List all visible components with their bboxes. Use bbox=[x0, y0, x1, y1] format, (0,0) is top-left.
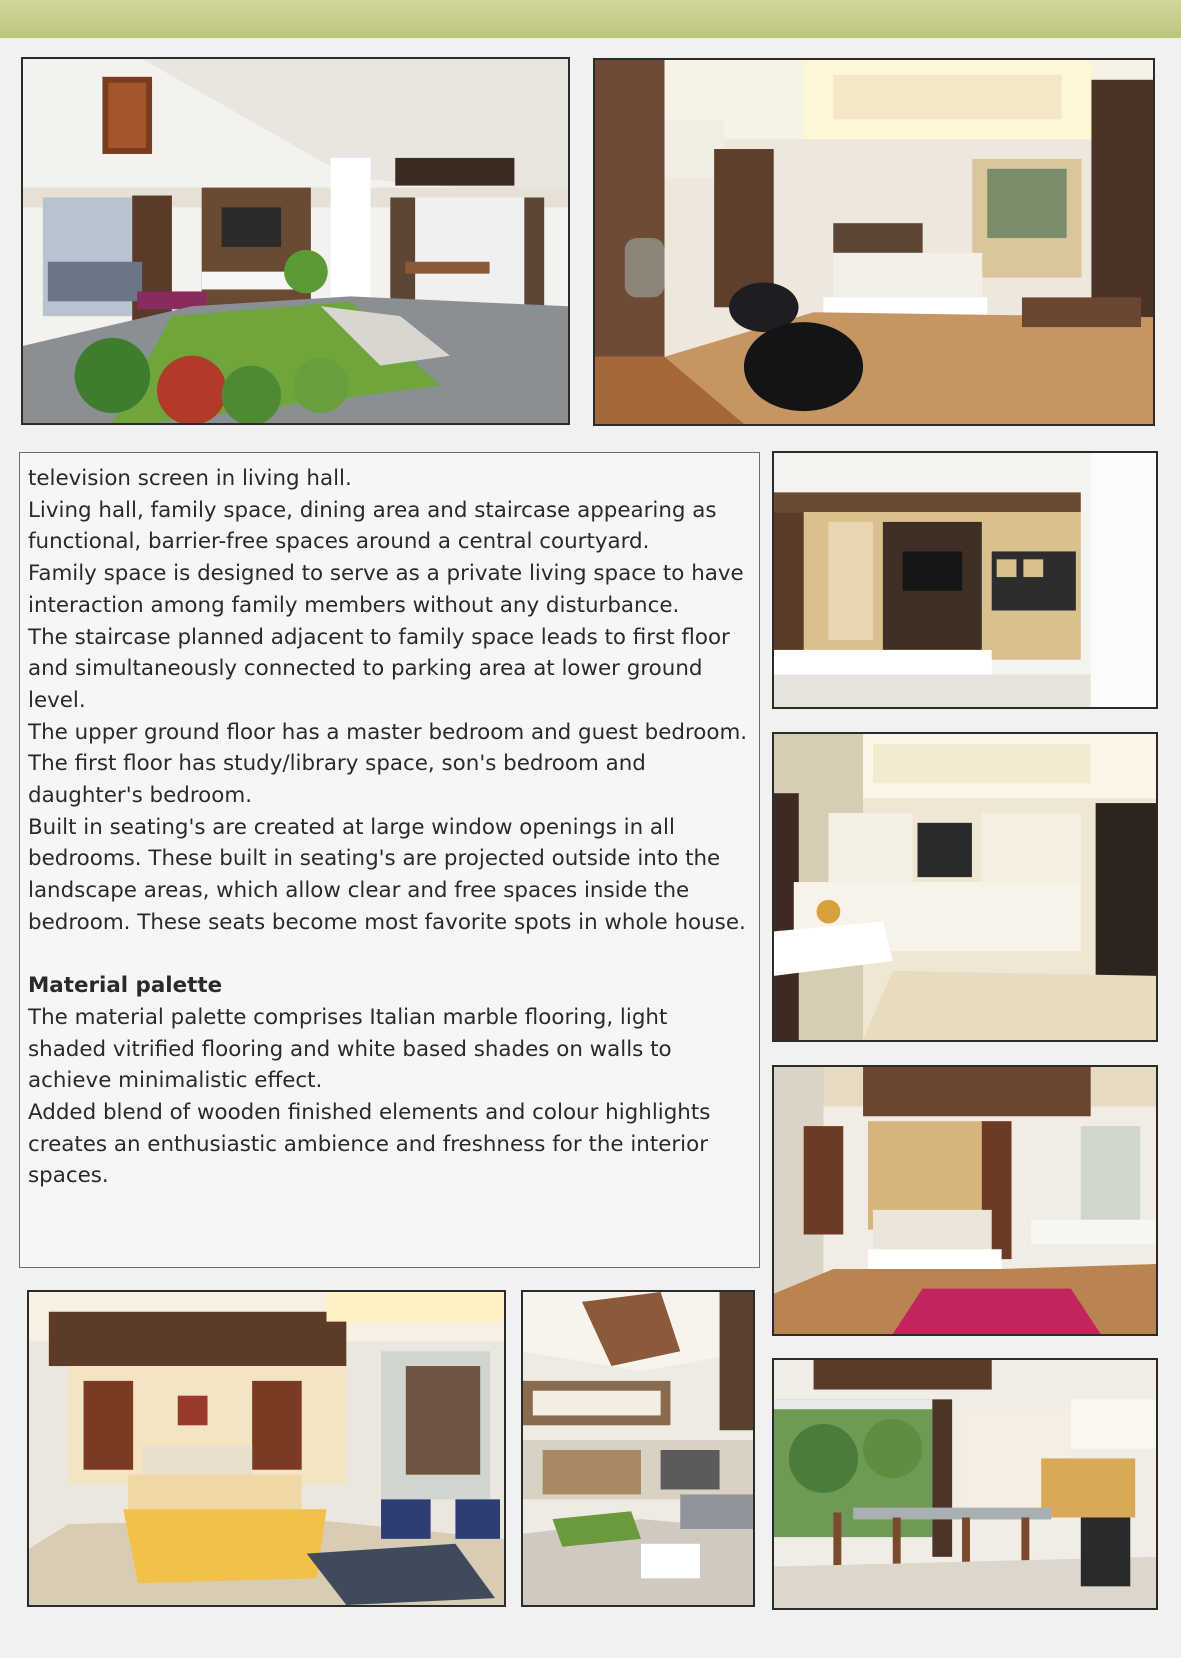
article-text-box bbox=[19, 452, 760, 1268]
courtyard-living-photo bbox=[21, 57, 570, 425]
section-paragraph: The material palette comprises Italian marble flooring, light shaded vitrified flooring and white based shades on walls to achieve minimalistic effect. bbox=[28, 1004, 672, 1094]
double-height-lounge-photo bbox=[521, 1290, 755, 1607]
dining-area-photo bbox=[772, 1358, 1158, 1610]
article-paragraph: Family space is designed to serve as a private living space to have interaction among family members without any disturbance. bbox=[28, 561, 744, 618]
section-heading: Material palette bbox=[28, 973, 223, 999]
article-paragraph: Built in seating's are created at large window openings in all bedrooms. These built in seating's are projected outside into the landscape areas, which allow clear and free spaces inside the bedroom. These seats become most favorite spots in whole house. bbox=[28, 814, 746, 935]
header-band bbox=[0, 0, 1181, 38]
article-paragraph: The upper ground floor has a master bedroom and guest bedroom. The first floor has study/library space, son's bedroom and daughter's bedroom. bbox=[28, 719, 748, 809]
bedroom-lounge-photo bbox=[593, 58, 1155, 426]
family-space-tv-photo bbox=[772, 451, 1158, 709]
article-paragraph: The staircase planned adjacent to family space leads to first floor and simultaneously connected to parking area at lower ground level. bbox=[28, 624, 730, 713]
master-bedroom-photo bbox=[772, 1065, 1158, 1336]
article-paragraph: television screen in living hall. bbox=[28, 466, 352, 491]
article-paragraph: Living hall, family space, dining area and staircase appearing as functional, barrier-free spaces around a central courtyard. bbox=[28, 497, 717, 555]
kitchen-photo bbox=[772, 732, 1158, 1042]
section-paragraph: Added blend of wooden finished elements and colour highlights creates an enthusiastic ambience and freshness for the interior spaces. bbox=[28, 1100, 711, 1189]
guest-bedroom-photo bbox=[27, 1290, 506, 1607]
